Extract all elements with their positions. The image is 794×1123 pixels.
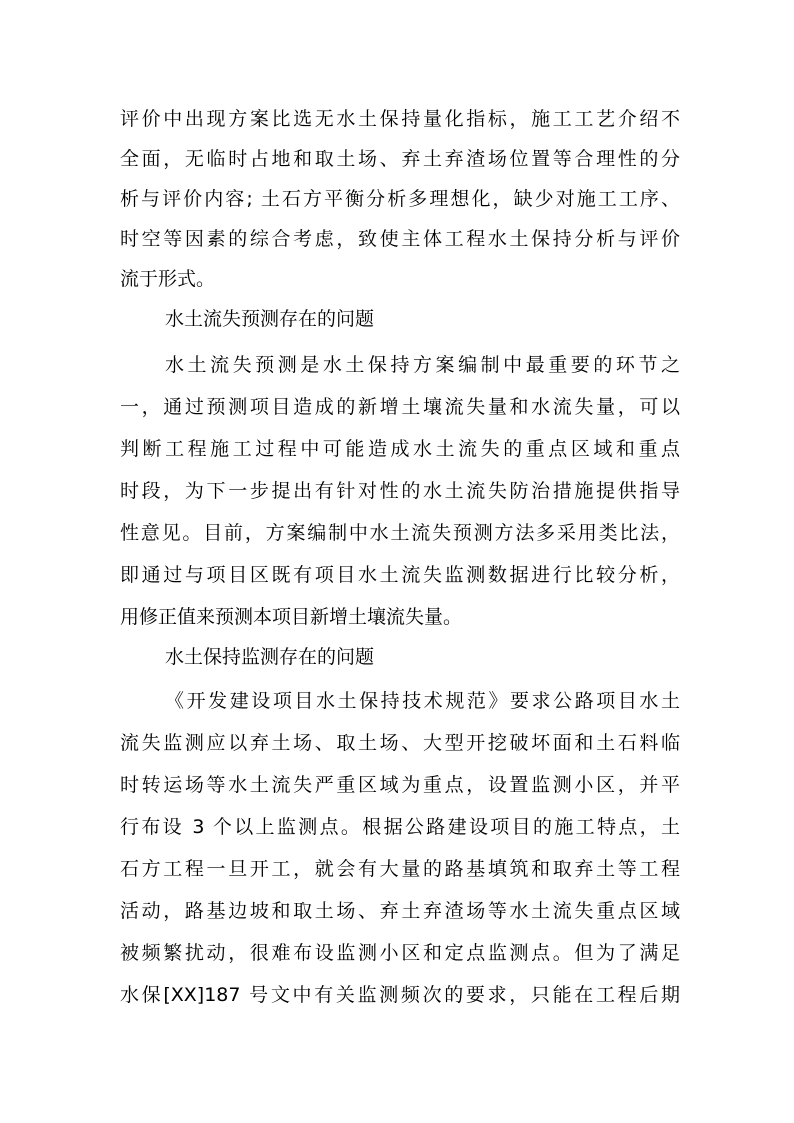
paragraph-line: 活动，路基边坡和取土场、弃土弃渣场等水土流失重点区域 (120, 900, 680, 922)
section-heading: 水土流失预测存在的问题 (165, 308, 375, 330)
paragraph-line: 行布设 3 个以上监测点。根据公路建设项目的施工特点，土 (120, 816, 680, 838)
paragraph-line: 性意见。目前，方案编制中水土流失预测方法多采用类比法， (120, 522, 680, 544)
paragraph-line: 时段，为下一步提出有针对性的水土流失防治措施提供指导 (120, 480, 680, 502)
paragraph-line: 流于形式。 (120, 268, 216, 290)
paragraph-line: 石方工程一旦开工，就会有大量的路基填筑和取弃土等工程 (120, 858, 680, 880)
section-heading: 水土保持监测存在的问题 (165, 646, 375, 668)
paragraph-line: 时空等因素的综合考虑，致使主体工程水土保持分析与评价 (120, 228, 680, 250)
paragraph-line: 析与评价内容; 土石方平衡分析多理想化，缺少对施工工序、 (120, 188, 680, 210)
paragraph-line: 用修正值来预测本项目新增土壤流失量。 (120, 606, 463, 628)
paragraph-line: 流失监测应以弃土场、取土场、大型开挖破坏面和土石料临 (120, 732, 680, 754)
paragraph-line: 时转运场等水土流失严重区域为重点，设置监测小区，并平 (120, 774, 680, 796)
paragraph-line: 即通过与项目区既有项目水土流失监测数据进行比较分析， (120, 564, 680, 586)
paragraph-line: 水土流失预测是水土保持方案编制中最重要的环节之 (165, 354, 680, 376)
paragraph-line: 被频繁扰动，很难布设监测小区和定点监测点。但为了满足 (120, 942, 680, 964)
paragraph-line: 判断工程施工过程中可能造成水土流失的重点区域和重点 (120, 438, 680, 460)
paragraph-line: 水保[XX]187 号文中有关监测频次的要求，只能在工程后期 (120, 984, 680, 1006)
paragraph-line: 一，通过预测项目造成的新增土壤流失量和水流失量，可以 (120, 396, 680, 418)
paragraph-line: 《开发建设项目水土保持技术规范》要求公路项目水土 (165, 690, 680, 712)
paragraph-line: 全面，无临时占地和取土场、弃土弃渣场位置等合理性的分 (120, 148, 680, 170)
paragraph-line: 评价中出现方案比选无水土保持量化指标，施工工艺介绍不 (120, 108, 680, 130)
